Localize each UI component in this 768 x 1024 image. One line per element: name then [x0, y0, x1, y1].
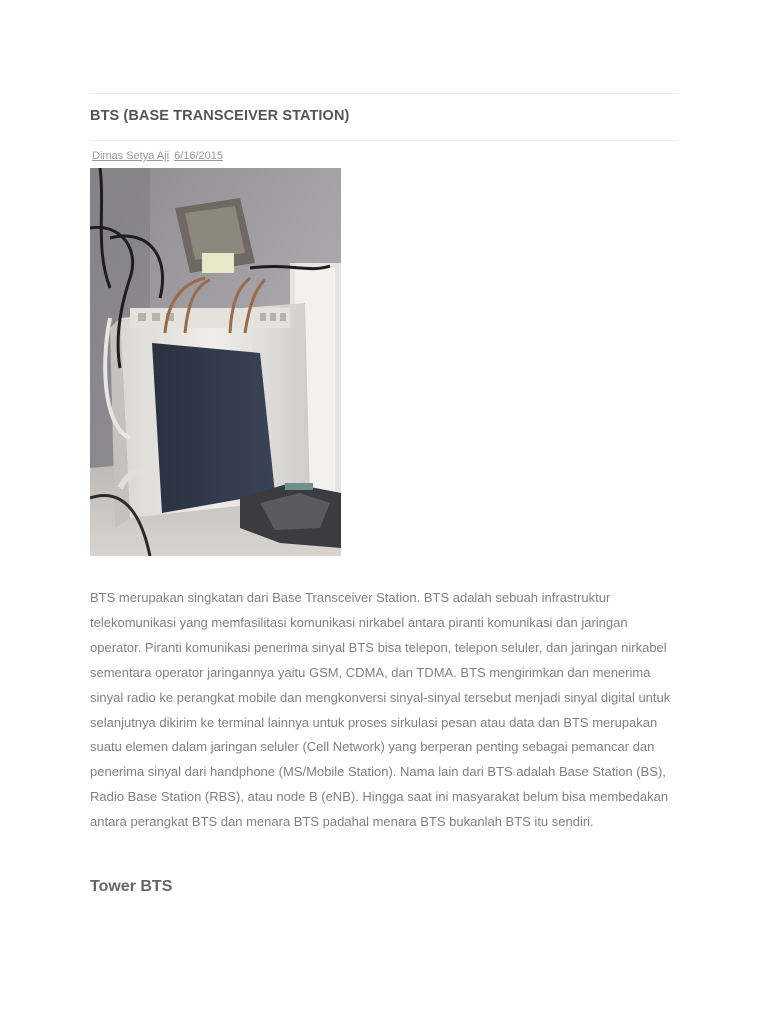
top-divider — [90, 93, 678, 94]
post-meta — [92, 150, 223, 162]
section-heading-tower-bts: Tower BTS — [90, 878, 173, 895]
title-divider — [90, 140, 678, 141]
bts-equipment-photo — [90, 168, 341, 556]
post-body: BTS merupakan singkatan dari Base Transceiver Station. BTS adalah sebuah infrastruktur telekomunikasi yang memfasilitasi komunikasi nirkabel antara piranti komunikasi dan jaringan operator. Piranti komunikasi penerima sinyal BTS bisa telepon, telepon seluler, dan jaringan nirkabel sementara operator jaringannya yaitu GSM, CDMA, dan TDMA. BTS mengirimkan dan menerima sinyal radio ke perangkat mobile dan mengkonversi sinyal-sinyal tersebut menjadi sinyal digital untuk selanjutnya dikirim ke terminal lainnya untuk proses sirkulasi pesan atau data dan BTS merupakan suatu elemen dalam jaringan seluler (Cell Network) yang berperan penting sebagai pemancar dan penerima sinyal dari handphone (MS/Mobile Station). Nama lain dari BTS adalah Base Station (BS), Radio Base Station (RBS), atau node B (eNB). Hingga saat ini masyarakat belum bisa membedakan antara perangkat BTS dan menara BTS padahal menara BTS bukanlah BTS itu sendiri. — [90, 590, 671, 830]
post-image[interactable] — [90, 168, 341, 556]
author-link[interactable]: Dimas Setya Aji — [92, 150, 170, 162]
post-title[interactable]: BTS (BASE TRANSCEIVER STATION) — [90, 108, 350, 124]
date-link[interactable]: 6/16/2015 — [174, 150, 224, 162]
